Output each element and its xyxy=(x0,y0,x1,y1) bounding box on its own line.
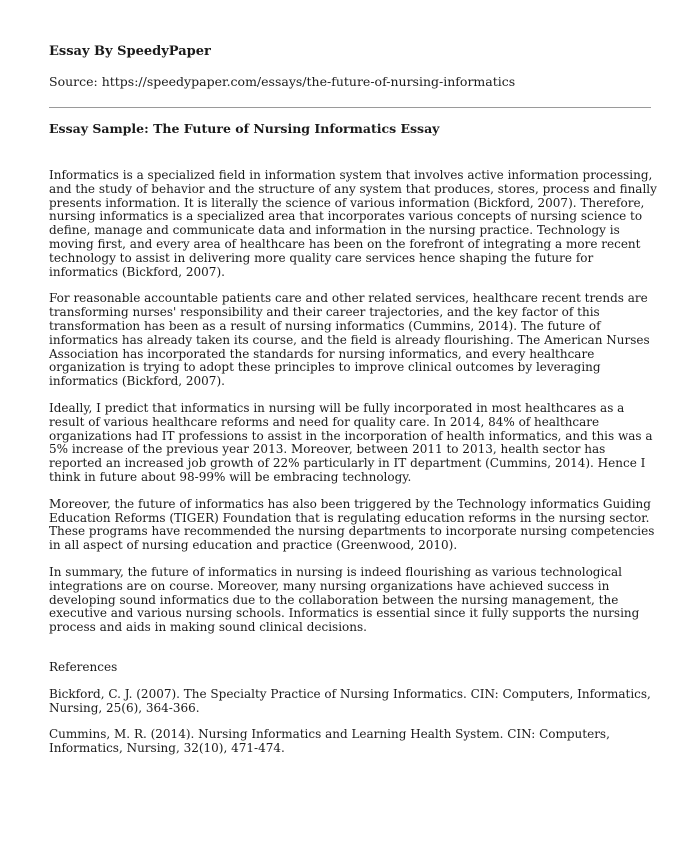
essay-title: Essay Sample: The Future of Nursing Informatics Essay xyxy=(49,121,440,136)
reference-item-2: Cummins, M. R. (2014). Nursing Informatics and Learning Health System. CIN: Computers, Informatics, Nursing, 32(10), 471-474. xyxy=(49,727,610,756)
essay-paragraph-4: Moreover, the future of informatics has also been triggered by the Technology informatics Guiding Education Reforms (TIGER) Foundation that is regulating education reforms in the nursing sector. These programs have recommended the nursing departments to incorporate nursing competencies in all aspect of nursing education and practice (Greenwood, 2010). xyxy=(49,496,655,553)
essay-paragraph-2: For reasonable accountable patients care and other related services, healthcare recent trends are transforming nurses' responsibility and their career trajectories, and the key factor of this transformation has been as a result of nursing informatics (Cummins, 2014). The future of informatics has already taken its course, and the field is already flourishing. The American Nurses Association has incorporated the standards for nursing informatics, and every healthcare organization is trying to adopt these principles to improve clinical outcomes by leveraging informatics (Bickford, 2007). xyxy=(49,291,650,389)
essay-paragraph-1: Informatics is a specialized field in information system that involves active information processing, and the study of behavior and the structure of any system that produces, stores, process and finally presents information. It is literally the science of various information (Bickford, 2007). Therefore, nursing informatics is a specialized area that incorporates various concepts of nursing science to define, manage and communicate data and information in the nursing practice. Technology is moving first, and every area of healthcare has been on the forefront of integrating a more recent technology to assist in delivering more quality care services hence shaping the future for informatics (Bickford, 2007). xyxy=(49,168,657,279)
document-header-title: Essay By SpeedyPaper xyxy=(49,44,211,59)
reference-item-1: Bickford, C. J. (2007). The Specialty Practice of Nursing Informatics. CIN: Computers, Informatics, Nursing, 25(6), 364-366. xyxy=(49,686,651,715)
essay-paragraph-3: Ideally, I predict that informatics in nursing will be fully incorporated in most healthcares as a result of various healthcare reforms and need for quality care. In 2014, 84% of healthcare organizations had IT professions to assist in the incorporation of health informatics, and this was a 5% increase of the previous year 2013. Moreover, between 2011 to 2013, health sector has reported an increased job growth of 22% particularly in IT department (Cummins, 2014). Hence I think in future about 98-99% will be embracing technology. xyxy=(49,400,653,484)
header-divider xyxy=(49,107,651,108)
references-heading: References xyxy=(49,659,118,674)
essay-body xyxy=(49,169,657,769)
essay-paragraph-5: In summary, the future of informatics in nursing is indeed flourishing as various technological integrations are on course. Moreover, many nursing organizations have achieved success in developing sound informatics due to the collaboration between the nursing management, the executive and various nursing schools. Informatics is essential since it fully supports the nursing process and aids in making sound clinical decisions. xyxy=(49,564,640,635)
source-url-line: Source: https://speedypaper.com/essays/the-future-of-nursing-informatics xyxy=(49,74,516,89)
